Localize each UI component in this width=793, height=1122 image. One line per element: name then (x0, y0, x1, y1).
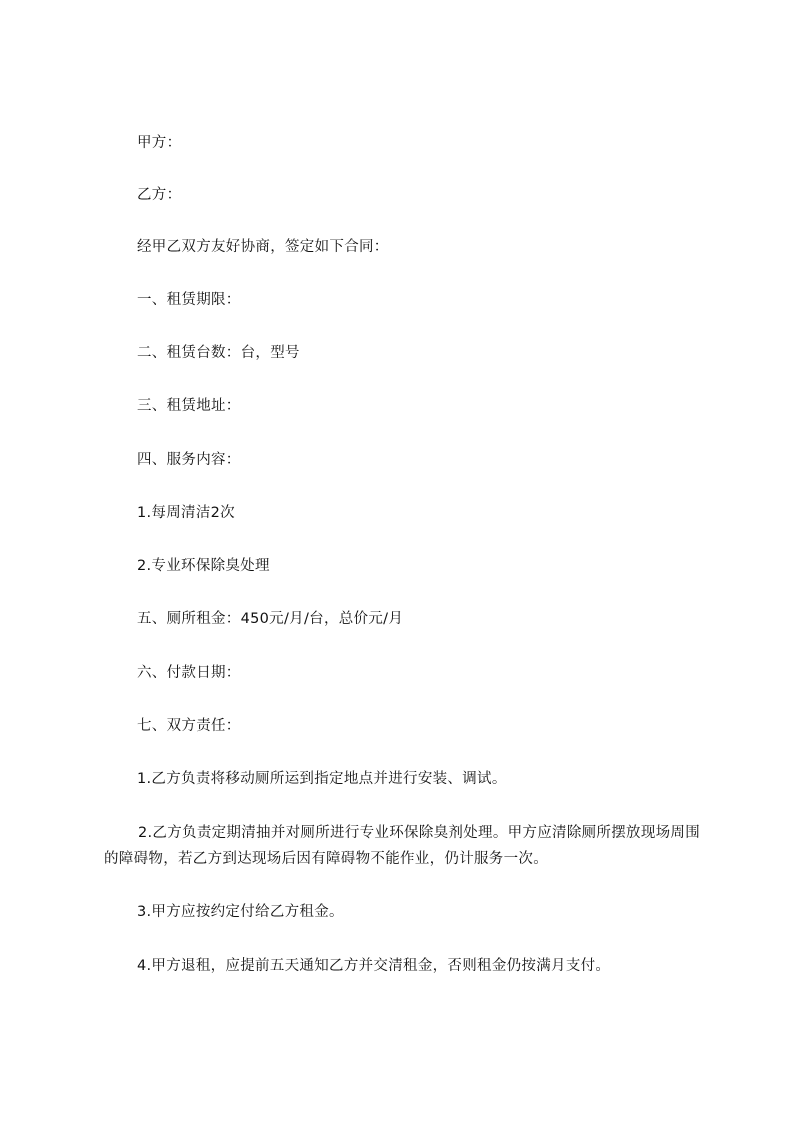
party-b-line: 乙方： (137, 187, 182, 203)
clause-lease-quantity: 二、租赁台数：台，型号 (137, 345, 300, 361)
clause-responsibilities: 七、双方责任： (137, 718, 241, 734)
responsibility-item-2: 2.乙方负责定期清抽并对厕所进行专业环保除臭剂处理。甲方应清除厕所摆放现场周围的障碍物，若乙方到达现场后因有障碍物不能作业，仍计服务一次。 (104, 825, 701, 867)
responsibility-item-3: 3.甲方应按约定付给乙方租金。 (137, 904, 344, 920)
clause-lease-term: 一、租赁期限： (137, 292, 241, 308)
clause-rent: 五、厕所租金：450元/月/台，总价元/月 (137, 611, 404, 627)
clause-service-content: 四、服务内容： (137, 452, 241, 468)
service-item-cleaning: 1.每周清洁2次 (137, 505, 235, 521)
service-item-deodorize: 2.专业环保除臭处理 (137, 558, 270, 574)
clause-payment-date: 六、付款日期： (137, 665, 241, 681)
intro-line: 经甲乙双方友好协商，签定如下合同： (137, 239, 389, 255)
responsibility-item-4: 4.甲方退租，应提前五天通知乙方并交清租金，否则租金仍按满月支付。 (137, 958, 611, 974)
responsibility-item-1: 1.乙方负责将移动厕所运到指定地点并进行安装、调试。 (137, 771, 507, 787)
party-a-line: 甲方： (137, 135, 182, 151)
clause-lease-address: 三、租赁地址： (137, 398, 241, 414)
